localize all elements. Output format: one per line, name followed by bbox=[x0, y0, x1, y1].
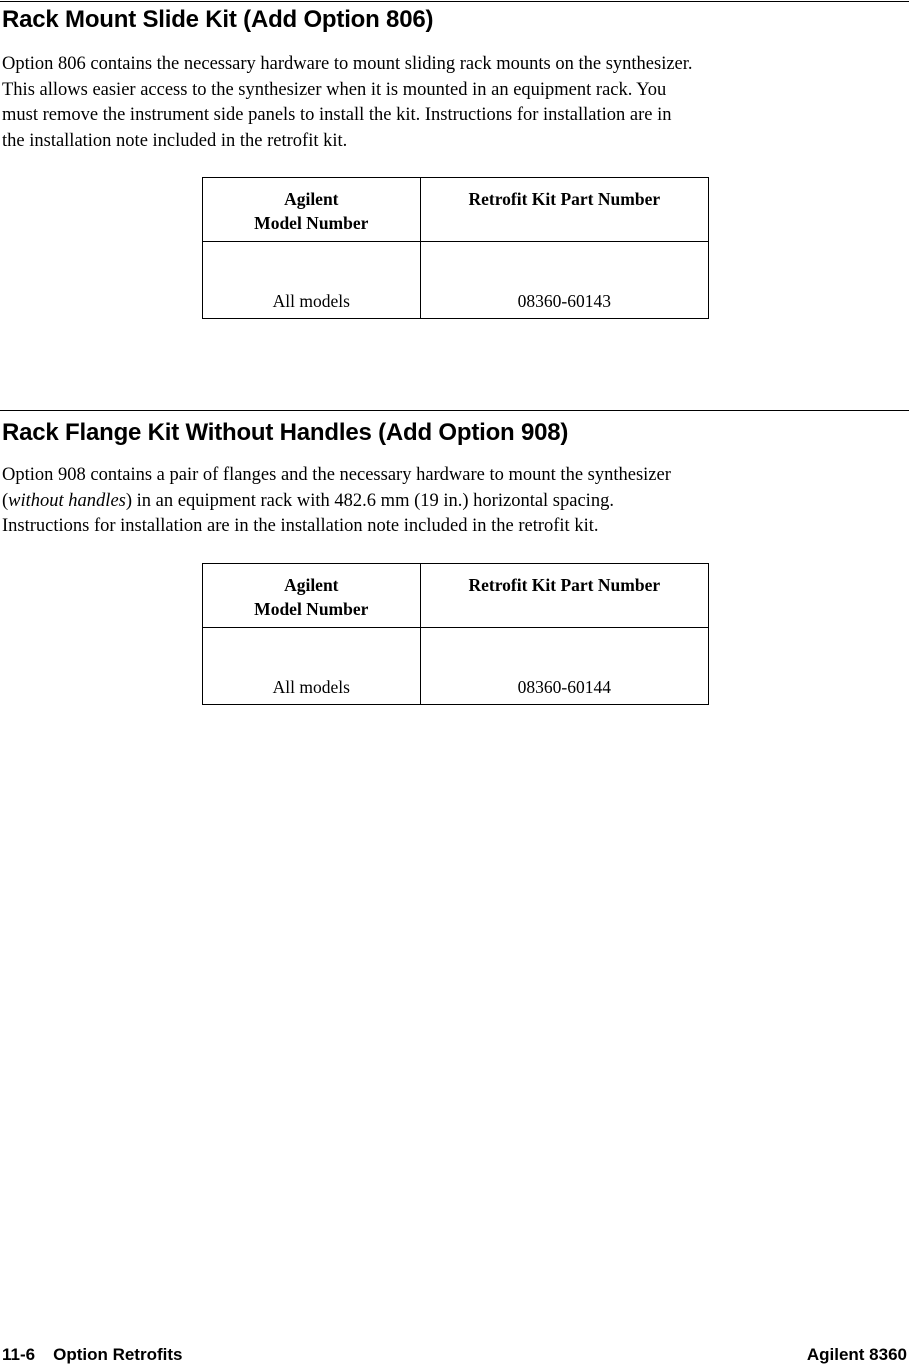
paragraph-line-rest: ) in an equipment rack with 482.6 mm (19 in.) horizontal spacing. bbox=[125, 490, 614, 511]
paragraph-line bbox=[2, 489, 902, 515]
page-number: 11-6 bbox=[2, 1345, 36, 1364]
paragraph-line: Option 806 contains the necessary hardware to mount sliding rack mounts on the synthesizer. bbox=[2, 54, 693, 74]
column-header-line: Agilent bbox=[284, 575, 339, 595]
table-header-row bbox=[203, 178, 709, 242]
paragraph-line: Option 908 contains a pair of flanges and the necessary hardware to mount the synthesizer bbox=[2, 465, 671, 485]
cell-part-number: 08360-60143 bbox=[420, 242, 708, 319]
column-header-model-number bbox=[203, 178, 421, 242]
column-header-model-number bbox=[203, 564, 421, 628]
section-heading-option-908: Rack Flange Kit Without Handles (Add Option 908) bbox=[2, 419, 569, 446]
paragraph-line: This allows easier access to the synthesizer when it is mounted in an equipment rack. You bbox=[2, 79, 667, 100]
section-heading-option-806: Rack Mount Slide Kit (Add Option 806) bbox=[2, 6, 434, 33]
footer-section-title: Option Retrofits bbox=[53, 1345, 183, 1364]
cell-part-number: 08360-60144 bbox=[420, 628, 708, 705]
cell-model: All models bbox=[203, 242, 421, 319]
retrofit-kit-table-option-806 bbox=[202, 177, 709, 319]
column-header-part-number: Retrofit Kit Part Number bbox=[420, 178, 708, 242]
page-footer-left bbox=[2, 1344, 182, 1366]
table-header-row bbox=[203, 564, 709, 628]
retrofit-kit-table-option-908 bbox=[202, 563, 709, 705]
emphasis-text: without handles bbox=[8, 490, 126, 511]
paragraph-line: Instructions for installation are in the installation note included in the retrofit kit. bbox=[2, 516, 599, 536]
paragraph-line: the installation note included in the retrofit kit. bbox=[2, 130, 348, 151]
column-header-line: Model Number bbox=[254, 599, 369, 619]
table-row bbox=[203, 628, 709, 705]
footer-product-name: Agilent 8360 bbox=[806, 1345, 907, 1364]
column-header-line: Model Number bbox=[254, 213, 369, 233]
section-rule-top bbox=[0, 1, 909, 2]
section-rule-top bbox=[0, 410, 909, 411]
table-row bbox=[203, 242, 709, 319]
paren-open: ( bbox=[2, 490, 9, 511]
cell-model: All models bbox=[203, 628, 421, 705]
section-paragraph-option-908 bbox=[2, 463, 902, 540]
paragraph-line: must remove the instrument side panels to install the kit. Instructions for installation are in bbox=[2, 105, 672, 125]
section-paragraph-option-806 bbox=[2, 52, 902, 154]
column-header-line: Agilent bbox=[284, 189, 339, 209]
column-header-part-number: Retrofit Kit Part Number bbox=[420, 564, 708, 628]
